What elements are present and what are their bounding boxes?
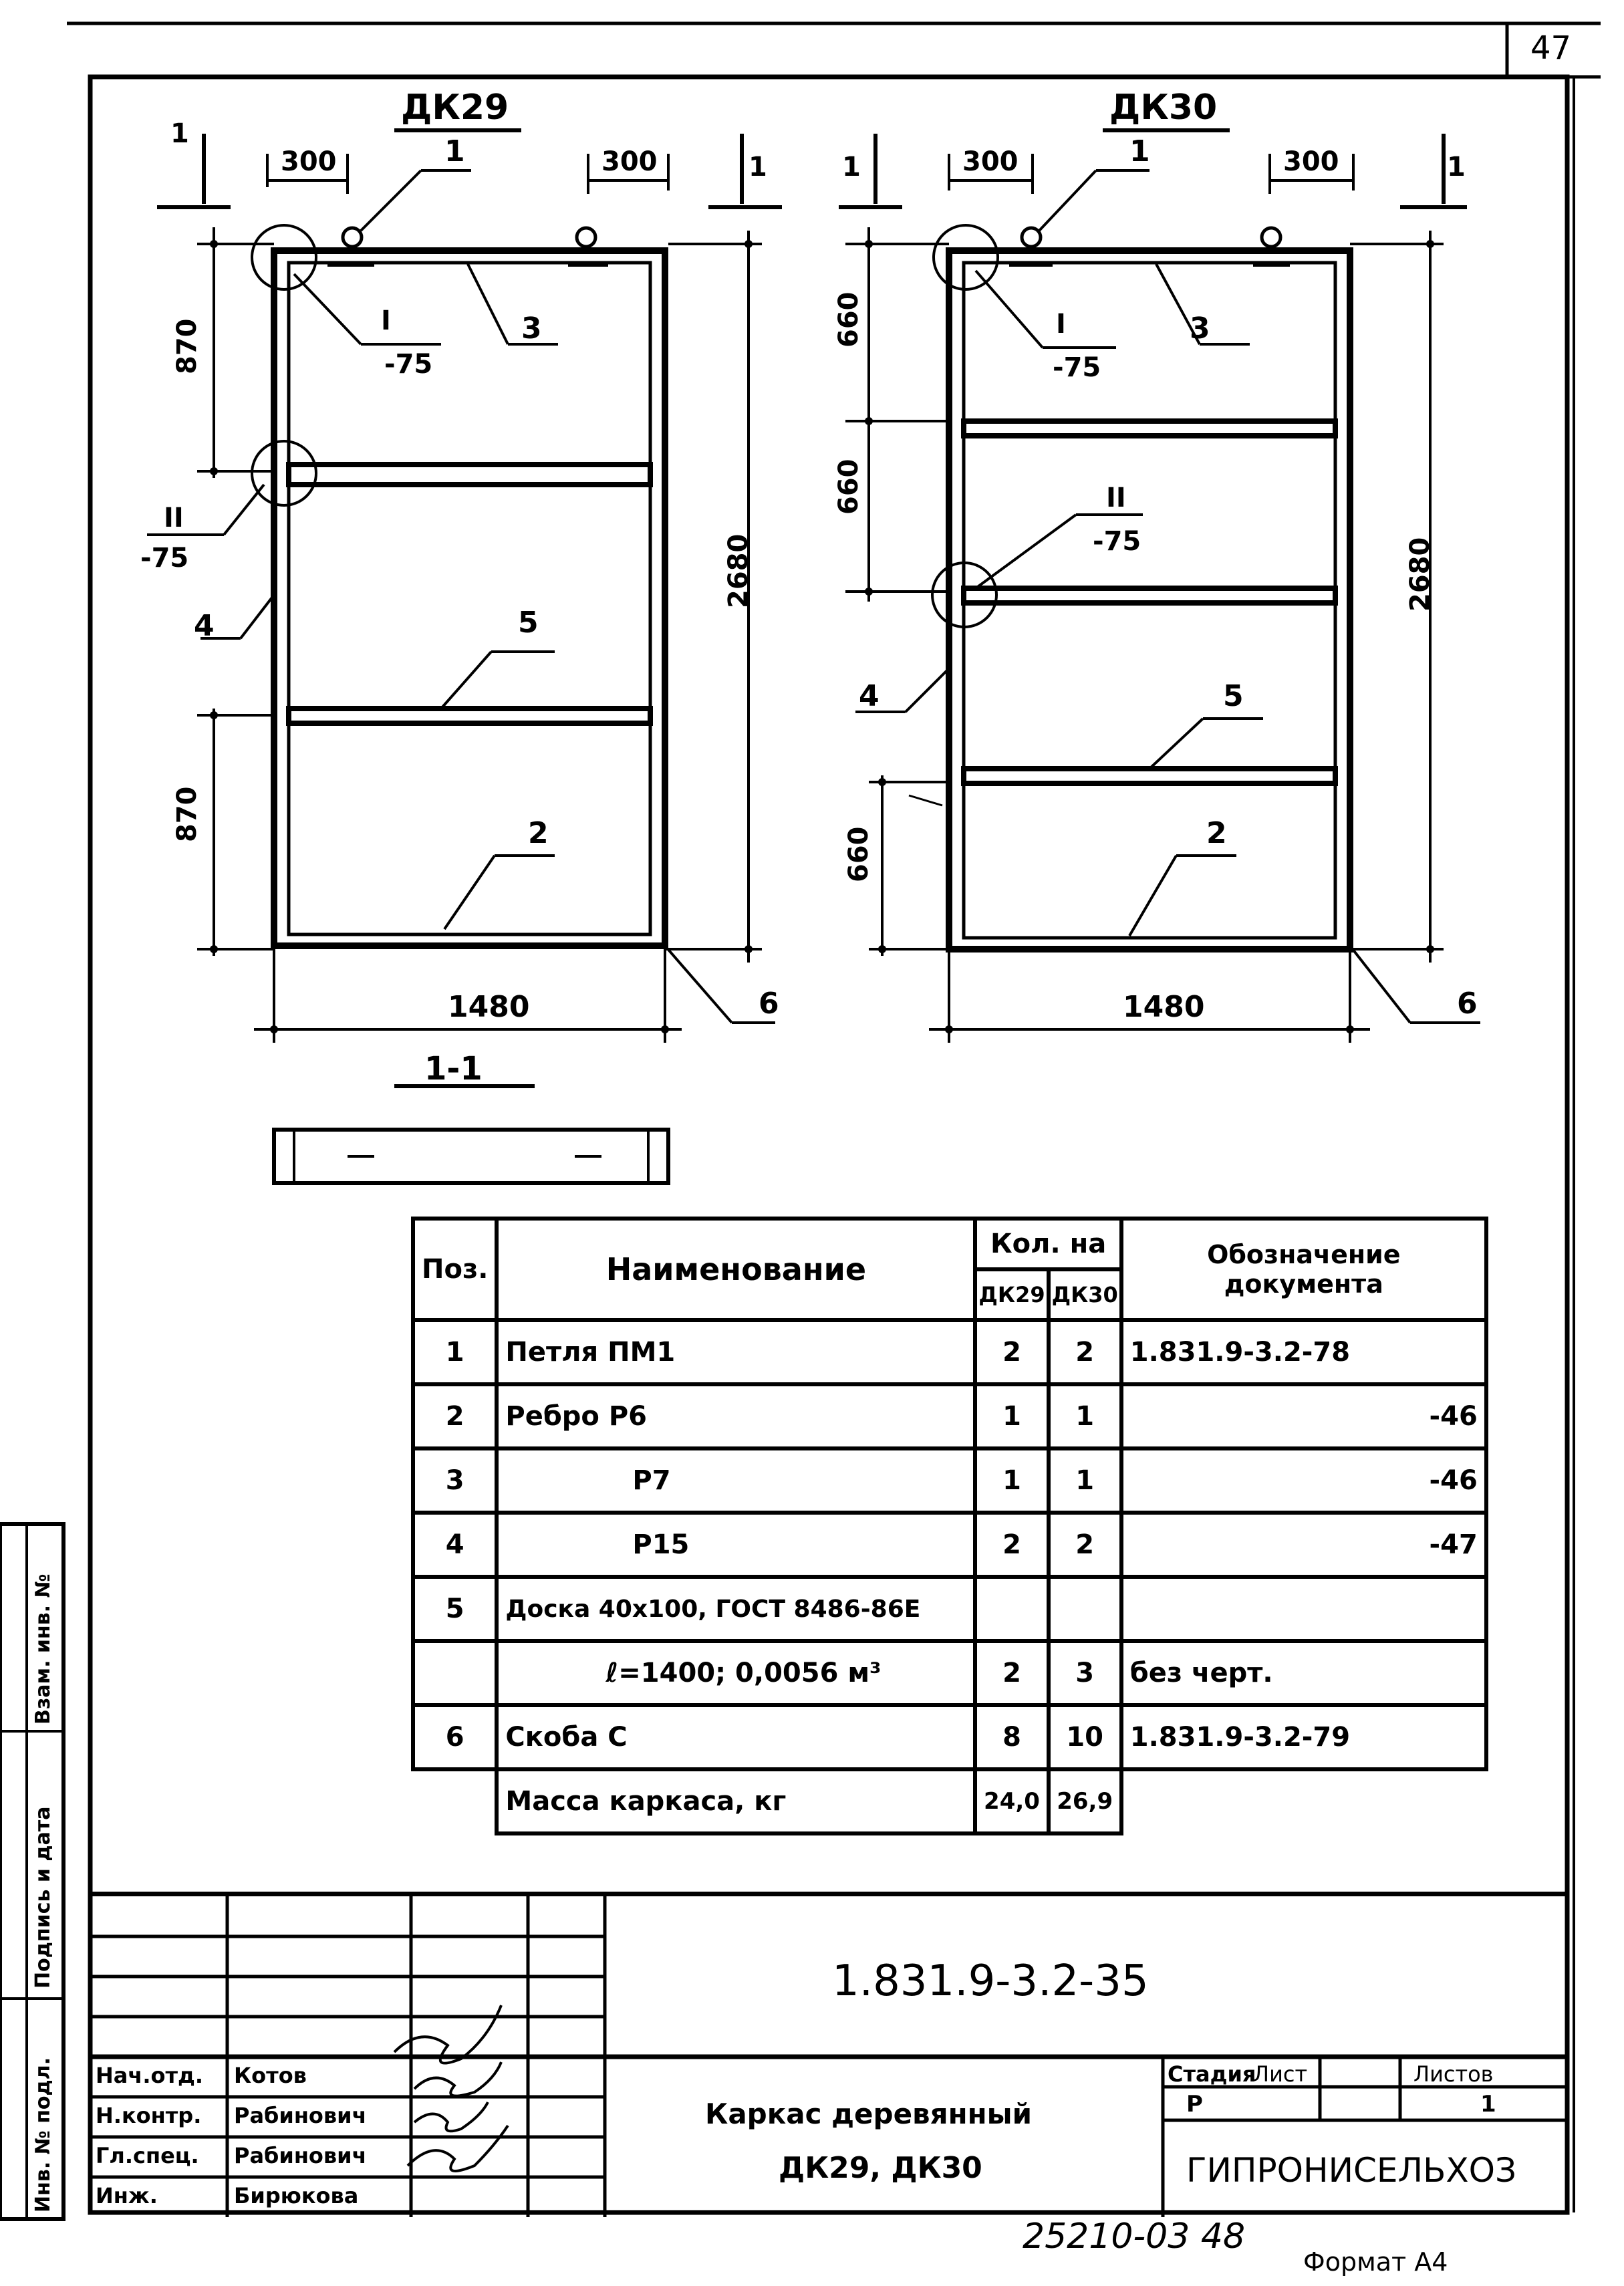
dim-width-dk30: 1480 (1123, 990, 1205, 1024)
spec-qty-dk30: 26,9 (1049, 1769, 1121, 1833)
spec-doc: 1.831.9-3.2-79 (1121, 1705, 1486, 1769)
spec-name: Скоба С (497, 1705, 975, 1769)
dim-top-left-dk30: 300 (962, 146, 1019, 177)
spec-header-qty: Кол. на (975, 1219, 1121, 1269)
side-inv-orig: Инв. № подл. (31, 2057, 55, 2212)
spec-row (413, 1705, 1486, 1769)
role-name: Котов (234, 2063, 307, 2088)
spec-pos: 6 (413, 1705, 497, 1769)
spec-header-pos: Поз. (413, 1219, 497, 1320)
node-2-mark-dk30: II (1106, 483, 1126, 513)
sheet-number: 47 (1530, 29, 1572, 67)
spec-header-qty-dk29: ДК29 (975, 1269, 1048, 1320)
role-name: Рабинович (234, 2143, 367, 2168)
spec-qty-dk29 (975, 1577, 1048, 1641)
product-name-line2: ДК29, ДК30 (779, 2151, 982, 2185)
pos-2-dk29: 2 (528, 816, 549, 850)
dim-top-left-dk29: 300 (281, 146, 337, 177)
spec-row (413, 1577, 1486, 1641)
spec-name: Петля ПМ1 (497, 1320, 975, 1384)
node-2-mark-dk29: II (164, 503, 184, 533)
spec-name: Р7 (497, 1448, 975, 1513)
node-2-ref-dk30: -75 (1093, 526, 1141, 557)
spec-row (413, 1320, 1486, 1384)
pos-6-dk29: 6 (759, 987, 779, 1021)
spec-qty-dk30: 1 (1049, 1448, 1121, 1513)
section-mark-right-dk29: 1 (749, 152, 767, 182)
role-name: Рабинович (234, 2103, 367, 2128)
pos-3-dk30: 3 (1190, 311, 1210, 346)
sheets-value: 1 (1480, 2091, 1496, 2118)
product-name-line1: Каркас деревянный (705, 2098, 1033, 2130)
spec-row (413, 1641, 1486, 1705)
view-title-dk30: ДК30 (1109, 88, 1218, 128)
pos-1-dk30: 1 (1129, 134, 1150, 168)
format-label: Формат А4 (1303, 2247, 1448, 2277)
dim-lower-dk29: 870 (172, 786, 202, 842)
section-title: 1-1 (424, 1050, 483, 1088)
pos-5-dk30: 5 (1223, 679, 1244, 713)
spec-name: Масса каркаса, кг (497, 1769, 975, 1833)
section-mark-left-dk29: 1 (170, 118, 189, 149)
spec-qty-dk30: 10 (1049, 1705, 1121, 1769)
spec-qty-dk29: 8 (975, 1705, 1048, 1769)
spec-table (411, 1217, 1488, 1835)
spec-qty-dk30: 3 (1049, 1641, 1121, 1705)
title-block (90, 1892, 1567, 2217)
spec-pos (413, 1641, 497, 1705)
side-inv-repl: Взам. инв. № (31, 1573, 55, 1725)
spec-row (413, 1769, 1486, 1833)
role-label: Гл.спец. (96, 2143, 199, 2168)
node-1-ref-dk30: -75 (1053, 352, 1101, 383)
spec-header-qty-dk30: ДК30 (1049, 1269, 1121, 1320)
node-2-ref-dk29: -75 (140, 543, 189, 574)
spec-row (413, 1513, 1486, 1577)
organization: ГИПРОНИСЕЛЬХОЗ (1186, 2151, 1517, 2190)
side-sign-date: Подпись и дата (31, 1806, 55, 1989)
spec-doc: 1.831.9-3.2-78 (1121, 1320, 1486, 1384)
spec-doc: -46 (1121, 1384, 1486, 1448)
spec-doc: без черт. (1121, 1641, 1486, 1705)
section-mark-left-dk30: 1 (842, 152, 861, 182)
spec-qty-dk29: 2 (975, 1513, 1048, 1577)
sheet-label: Лист (1253, 2061, 1308, 2087)
spec-qty-dk30: 1 (1049, 1384, 1121, 1448)
role-label: Нач.отд. (96, 2063, 204, 2088)
role-label: Н.контр. (96, 2103, 202, 2128)
spec-qty-dk29: 1 (975, 1448, 1048, 1513)
spec-pos: 1 (413, 1320, 497, 1384)
spec-row (413, 1384, 1486, 1448)
spec-qty-dk29: 2 (975, 1320, 1048, 1384)
spec-qty-dk29: 2 (975, 1641, 1048, 1705)
spec-qty-dk30 (1049, 1577, 1121, 1641)
spec-name: ℓ=1400; 0,0056 м³ (497, 1641, 975, 1705)
dim-width-dk29: 1480 (448, 990, 530, 1024)
pos-3-dk29: 3 (521, 311, 542, 346)
sheets-label: Листов (1413, 2061, 1494, 2087)
pos-6-dk30: 6 (1457, 987, 1478, 1021)
spec-name: Доска 40х100, ГОСТ 8486-86Е (497, 1577, 975, 1641)
spec-doc: -47 (1121, 1513, 1486, 1577)
dim-top-right-dk30: 300 (1283, 146, 1339, 177)
spec-name: Р15 (497, 1513, 975, 1577)
spec-pos: 2 (413, 1384, 497, 1448)
node-1-mark-dk30: I (1056, 309, 1066, 340)
role-label: Инж. (96, 2183, 158, 2208)
dim-a-dk30: 660 (833, 291, 864, 348)
pos-2-dk30: 2 (1206, 816, 1227, 850)
spec-header-name: Наименование (497, 1219, 975, 1320)
dim-b-dk30: 660 (833, 459, 864, 515)
dim-upper-dk29: 870 (172, 318, 202, 374)
spec-pos (413, 1769, 497, 1833)
stage-value: Р (1186, 2091, 1203, 2118)
spec-qty-dk30: 2 (1049, 1320, 1121, 1384)
spec-header-row (413, 1219, 1486, 1269)
view-title-dk29: ДК29 (401, 88, 509, 128)
spec-qty-dk29: 24,0 (975, 1769, 1048, 1833)
section-mark-right-dk30: 1 (1447, 152, 1466, 182)
node-1-mark-dk29: I (381, 305, 391, 336)
spec-name: Ребро Р6 (497, 1384, 975, 1448)
spec-doc (1121, 1577, 1486, 1641)
dim-top-right-dk29: 300 (601, 146, 658, 177)
dim-height-dk29: 2680 (723, 533, 754, 608)
spec-doc (1121, 1769, 1486, 1833)
pos-1-dk29: 1 (444, 134, 465, 168)
spec-row (413, 1448, 1486, 1513)
stage-label: Стадия (1168, 2061, 1256, 2087)
spec-pos: 3 (413, 1448, 497, 1513)
pos-5-dk29: 5 (518, 606, 539, 640)
pos-4-dk30: 4 (859, 679, 879, 713)
spec-qty-dk30: 2 (1049, 1513, 1121, 1577)
spec-pos: 5 (413, 1577, 497, 1641)
order-number: 25210-03 48 (1023, 2216, 1246, 2257)
spec-doc: -46 (1121, 1448, 1486, 1513)
spec-pos: 4 (413, 1513, 497, 1577)
spec-header-doc: Обозначение документа (1121, 1219, 1486, 1320)
node-1-ref-dk29: -75 (384, 349, 433, 380)
dim-height-dk30: 2680 (1405, 537, 1436, 612)
pos-4-dk29: 4 (194, 609, 215, 643)
role-name: Бирюкова (234, 2183, 359, 2208)
doc-code: 1.831.9-3.2-35 (832, 1956, 1149, 2006)
spec-qty-dk29: 1 (975, 1384, 1048, 1448)
dim-c-dk30: 660 (843, 826, 874, 882)
